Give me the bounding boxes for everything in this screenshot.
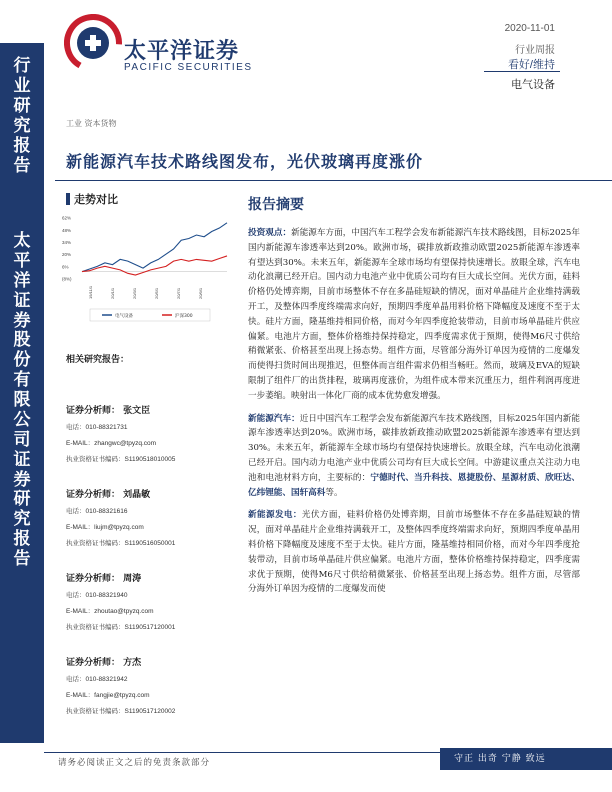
- page-title: 新能源汽车技术路线图发布，光伏玻璃再度涨价: [66, 152, 424, 171]
- paragraph-label: 新能源发电：: [248, 510, 302, 521]
- analyst-phone: 电话：010-88321616: [66, 508, 128, 515]
- analyst-phone: 电话：010-88321942: [66, 676, 128, 683]
- analyst-email[interactable]: E-MAIL：zhoutao@tpyzq.com: [66, 608, 154, 615]
- analyst-license: 执业资格证书编码：S1190518010005: [66, 456, 176, 463]
- x-tick-label: 20/7/1: [176, 287, 181, 299]
- series-line: [82, 223, 227, 272]
- sidebar-report-category: 行 业 研 究 报 告: [13, 56, 31, 177]
- company-motto: 守正 出奇 宁静 致远: [440, 748, 612, 770]
- analyst-card: [66, 403, 246, 487]
- y-tick-label: 20%: [62, 252, 72, 258]
- rating: 看好/维持: [507, 59, 555, 71]
- x-tick-label: 19/11/1: [88, 285, 93, 299]
- title-divider: [55, 180, 612, 181]
- series-line: [82, 256, 227, 275]
- logo-english-name: PACIFIC SECURITIES: [124, 62, 253, 73]
- company-logo-icon: [64, 14, 122, 72]
- y-tick-label: (8%): [62, 276, 72, 282]
- logo-chinese-name: 太平洋证券: [124, 39, 240, 64]
- paragraph-text: 新能源车方面，中国汽车工程学会发布新能源汽车技术路线图，目标2025年国内新能源车渗透率达到20%。欧洲市场，碳排放新政推动欧盟2025新能源车渗透率有望达到30%。未来五年，新能源车全球市场均有望保持快速增长。放眼全球，汽车电动化浪潮已经开启。国内动力电池产业中优质公司均有巨大成长空间。光伏方面，硅料价格仍处博弈期，目前市场整体不存在多晶硅短缺的情况，面对单晶硅片企业维持满载开工，及整体四季度终端需求向好，预期四季度单晶用料价格下降幅度及速度不至于太快。硅片方面，隆基维持相同价格，而对今年四季度抢装带动，目前市场单晶硅片供应偏紧。电池片方面，整体价格维持保持稳定，四季度需求优于预期，使得M6尺寸供给稍微紧张、价格甚至出现上扬态势。组件方面，尽管部分海外订单因为疫情的二度爆发而使得扫货时间出现推迟，但整体而言组件需求仍相当畅旺。然而，玻璃及EVA的短缺限制了组件厂的出货排程，玻璃再度涨价，为组件成本带来沉重压力，组件利润再度进一步萎缩。映射出一体化厂商的成本优势愈发增强。: [248, 228, 580, 401]
- y-tick-label: 62%: [62, 215, 72, 221]
- new-energy-power-paragraph: [248, 508, 580, 597]
- x-tick-label: 20/1/1: [110, 287, 115, 299]
- footer-divider: [44, 752, 440, 753]
- analyst-phone: 电话：010-88321940: [66, 592, 128, 599]
- summary-title: 报告摘要: [248, 197, 304, 213]
- y-tick-label: 34%: [62, 239, 72, 245]
- paragraph-end: 等。: [325, 487, 343, 498]
- analyst-license: 执业资格证书编码：S1190517120001: [66, 624, 176, 631]
- analyst-card: [66, 487, 246, 571]
- analyst-email[interactable]: E-MAIL：fangjie@tpyzq.com: [66, 692, 150, 699]
- paragraph-text: 近日中国汽车工程学会发布新能源汽车技术路线图，目标2025年国内新能源车渗透率达到20%。欧洲市场，碳排放新政推动欧盟2025新能源车渗透率有望达到30%。未来五年，新能源车全球市场均有望保持快速增长。放眼全球，汽车电动化浪潮已经开启。国内动力电池产业中优质公司均有巨大成长空间。中游建议重点关注动力电池和电池材料方向，主要标的：: [248, 413, 580, 483]
- analyst-license: 执业资格证书编码：S1190516050001: [66, 540, 176, 547]
- header-divider: [484, 71, 560, 72]
- related-reports-label: 相关研究报告：: [66, 355, 130, 365]
- y-tick-label: 48%: [62, 227, 72, 233]
- sector-tags: 工业 资本货物: [66, 119, 117, 128]
- report-date: 2020-11-01: [504, 23, 555, 34]
- paragraph-label: 投资观点：: [248, 228, 292, 238]
- investment-view-paragraph: [248, 226, 580, 404]
- paragraph-label: 新能源汽车：: [248, 413, 300, 424]
- analyst-email[interactable]: E-MAIL：liujm@tpyzq.com: [66, 524, 144, 531]
- x-tick-label: 20/5/1: [154, 287, 159, 299]
- analyst-name: 证券分析师： 方杰: [66, 658, 142, 668]
- analyst-license: 执业资格证书编码：S1190517120002: [66, 708, 176, 715]
- chart-heading: [66, 191, 118, 207]
- analyst-name: 证券分析师： 张文臣: [66, 406, 151, 416]
- heading-marker-icon: [66, 193, 70, 205]
- analyst-card: [66, 571, 246, 655]
- analyst-list: [66, 403, 246, 739]
- paragraph-text: 光伏方面，硅料价格仍处博弈期，目前市场整体不存在多晶硅短缺的情况，面对单晶硅片企业维持满载开工，及整体四季度终端需求向好，预期四季度单晶用料价格下降幅度及速度不至于太快。硅片方面，隆基维持相同价格，而对今年四季度抢装带动，目前市场单晶硅片供应偏紧。电池片方面，整体价格维持保持稳定，四季度需求优于预期，使得M6尺寸供给稍微紧张、价格甚至出现上扬态势。组件方面，尽管部分海外订单因为疫情的二度爆发而使: [248, 510, 580, 595]
- analyst-card: [66, 655, 246, 739]
- chart-heading-text: 走势对比: [74, 193, 118, 206]
- industry-name: 电气设备: [511, 79, 555, 91]
- disclaimer-note: 请务必阅读正文之后的免责条款部分: [58, 758, 211, 768]
- analyst-email[interactable]: E-MAIL：zhangwc@tpyzq.com: [66, 440, 157, 447]
- highlighted-stocks: 宁德时代、当升科技、恩捷股份、星源材质、欣旺达、亿纬锂能、国轩高科: [248, 472, 580, 498]
- y-tick-label: 6%: [62, 264, 69, 270]
- nev-paragraph: [248, 412, 580, 501]
- sidebar-company-label: 太 平 洋 证 券 股 份 有 限 公 司 证 券 研 究 报 告: [13, 231, 31, 569]
- analyst-name: 证券分析师： 刘晶敏: [66, 490, 151, 500]
- trend-chart: [62, 207, 232, 322]
- x-tick-label: 20/9/1: [198, 287, 203, 299]
- analyst-phone: 电话：010-88321731: [66, 424, 128, 431]
- legend-label: 沪深300: [175, 314, 193, 319]
- report-type: 行业周报: [515, 45, 555, 56]
- analyst-name: 证券分析师： 周涛: [66, 574, 142, 584]
- legend-label: 电气设备: [115, 314, 133, 319]
- x-tick-label: 20/3/1: [132, 287, 137, 299]
- summary-body: [248, 226, 580, 605]
